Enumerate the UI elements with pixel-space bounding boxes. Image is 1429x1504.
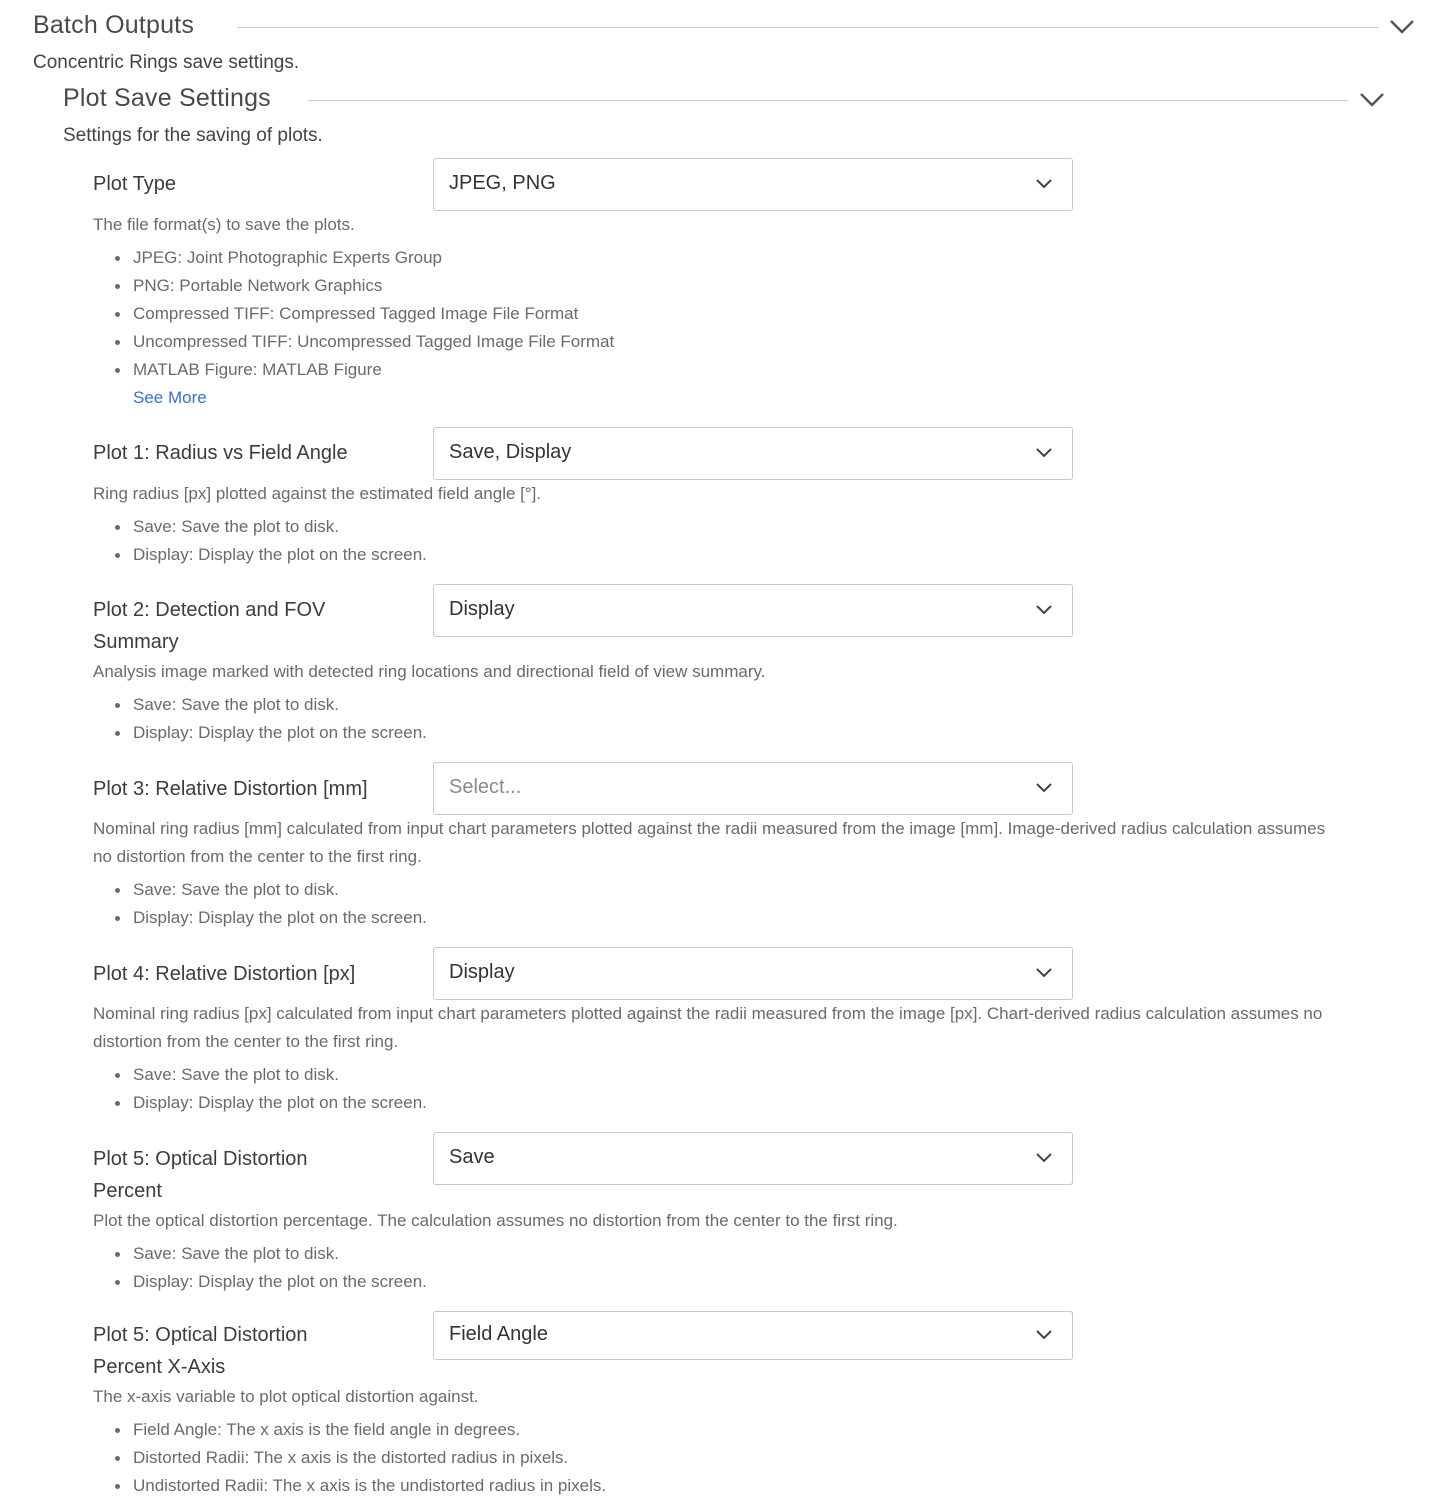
plot-4-value: Display [449, 961, 515, 983]
plot-2-description: Analysis image marked with detected ring locations and directional field of view summary. [93, 662, 766, 681]
list-item: Field Angle: The x axis is the field angle in degrees. [93, 1416, 606, 1444]
list-item: MATLAB Figure: MATLAB Figure [93, 356, 614, 384]
plot-3-label: Plot 3: Relative Distortion [mm] [93, 778, 368, 800]
see-more-link[interactable]: See More [133, 388, 207, 407]
list-item: Save: Save the plot to disk. [93, 1061, 427, 1089]
batch-outputs-title: Batch Outputs [33, 11, 195, 39]
plot-type-value: JPEG, PNG [449, 172, 556, 194]
list-item: Display: Display the plot on the screen. [93, 719, 427, 747]
list-item: Undistorted Radii: The x axis is the undistorted radius in pixels. [93, 1472, 606, 1500]
list-item: Display: Display the plot on the screen. [93, 904, 427, 932]
plot-2-value: Display [449, 598, 515, 620]
plot-3-placeholder: Select... [449, 776, 522, 798]
list-item: JPEG: Joint Photographic Experts Group [93, 244, 614, 272]
plot-save-settings-description: Settings for the saving of plots. [63, 125, 323, 146]
batch-outputs-chevron-down-icon[interactable] [1389, 19, 1415, 35]
plot-type-label: Plot Type [93, 173, 177, 195]
plot-save-settings-divider [308, 100, 1348, 101]
plot-5-label: Plot 5: Optical Distortion Percent [93, 1148, 308, 1202]
plot-type-select[interactable] [433, 158, 1073, 211]
chevron-down-icon [1034, 966, 1054, 980]
plot-5-x-axis-options-list [93, 1416, 606, 1500]
list-item: Display: Display the plot on the screen. [93, 541, 427, 569]
plot-2-label: Plot 2: Detection and FOV Summary [93, 599, 326, 653]
plot-5-x-axis-select[interactable] [433, 1311, 1073, 1360]
list-item: Uncompressed TIFF: Uncompressed Tagged Image File Format [93, 328, 614, 356]
plot-5-x-axis-value: Field Angle [449, 1323, 548, 1345]
plot-3-description: Nominal ring radius [mm] calculated from input chart parameters plotted against the radii measured from the image [mm]. Image-derived radius calculation assumes no distortion from the center to the first ring. [93, 819, 1326, 866]
plot-5-select[interactable] [433, 1132, 1073, 1185]
plot-1-options-list [93, 513, 427, 569]
plot-4-select[interactable] [433, 947, 1073, 1000]
plot-save-settings-title: Plot Save Settings [63, 84, 271, 112]
chevron-down-icon [1034, 177, 1054, 191]
plot-4-options-list [93, 1061, 427, 1117]
list-item: Compressed TIFF: Compressed Tagged Image File Format [93, 300, 614, 328]
chevron-down-icon [1034, 781, 1054, 795]
plot-5-description: Plot the optical distortion percentage. The calculation assumes no distortion from the center to the first ring. [93, 1211, 898, 1230]
plot-4-description: Nominal ring radius [px] calculated from input chart parameters plotted against the radii measured from the image [px]. Chart-derived radius calculation assumes no distortion from the center to the first ring. [93, 1004, 1323, 1051]
plot-type-options-list [93, 244, 614, 384]
batch-outputs-divider [238, 27, 1378, 28]
plot-1-select[interactable] [433, 427, 1073, 480]
list-item: Display: Display the plot on the screen. [93, 1089, 427, 1117]
chevron-down-icon [1034, 603, 1054, 617]
list-item: Save: Save the plot to disk. [93, 876, 427, 904]
list-item: Save: Save the plot to disk. [93, 691, 427, 719]
list-item: PNG: Portable Network Graphics [93, 272, 614, 300]
plot-5-x-axis-description: The x-axis variable to plot optical distortion against. [93, 1387, 479, 1406]
plot-type-description: The file format(s) to save the plots. [93, 215, 355, 234]
list-item: Display: Display the plot on the screen. [93, 1268, 427, 1296]
plot-2-options-list [93, 691, 427, 747]
batch-outputs-description: Concentric Rings save settings. [33, 52, 300, 73]
plot-3-select[interactable] [433, 762, 1073, 815]
plot-save-settings-chevron-down-icon[interactable] [1359, 92, 1385, 108]
plot-1-description: Ring radius [px] plotted against the estimated field angle [°]. [93, 484, 542, 503]
plot-4-label: Plot 4: Relative Distortion [px] [93, 963, 356, 985]
list-item: Save: Save the plot to disk. [93, 1240, 427, 1268]
plot-1-label: Plot 1: Radius vs Field Angle [93, 442, 348, 464]
chevron-down-icon [1034, 1151, 1054, 1165]
chevron-down-icon [1034, 1328, 1054, 1342]
plot-5-options-list [93, 1240, 427, 1296]
plot-5-x-axis-label: Plot 5: Optical Distortion Percent X-Axis [93, 1324, 308, 1378]
plot-1-value: Save, Display [449, 441, 572, 463]
list-item: Save: Save the plot to disk. [93, 513, 427, 541]
plot-2-select[interactable] [433, 584, 1073, 637]
list-item: Distorted Radii: The x axis is the distorted radius in pixels. [93, 1444, 606, 1472]
chevron-down-icon [1034, 446, 1054, 460]
plot-5-value: Save [449, 1146, 495, 1168]
plot-3-options-list [93, 876, 427, 932]
